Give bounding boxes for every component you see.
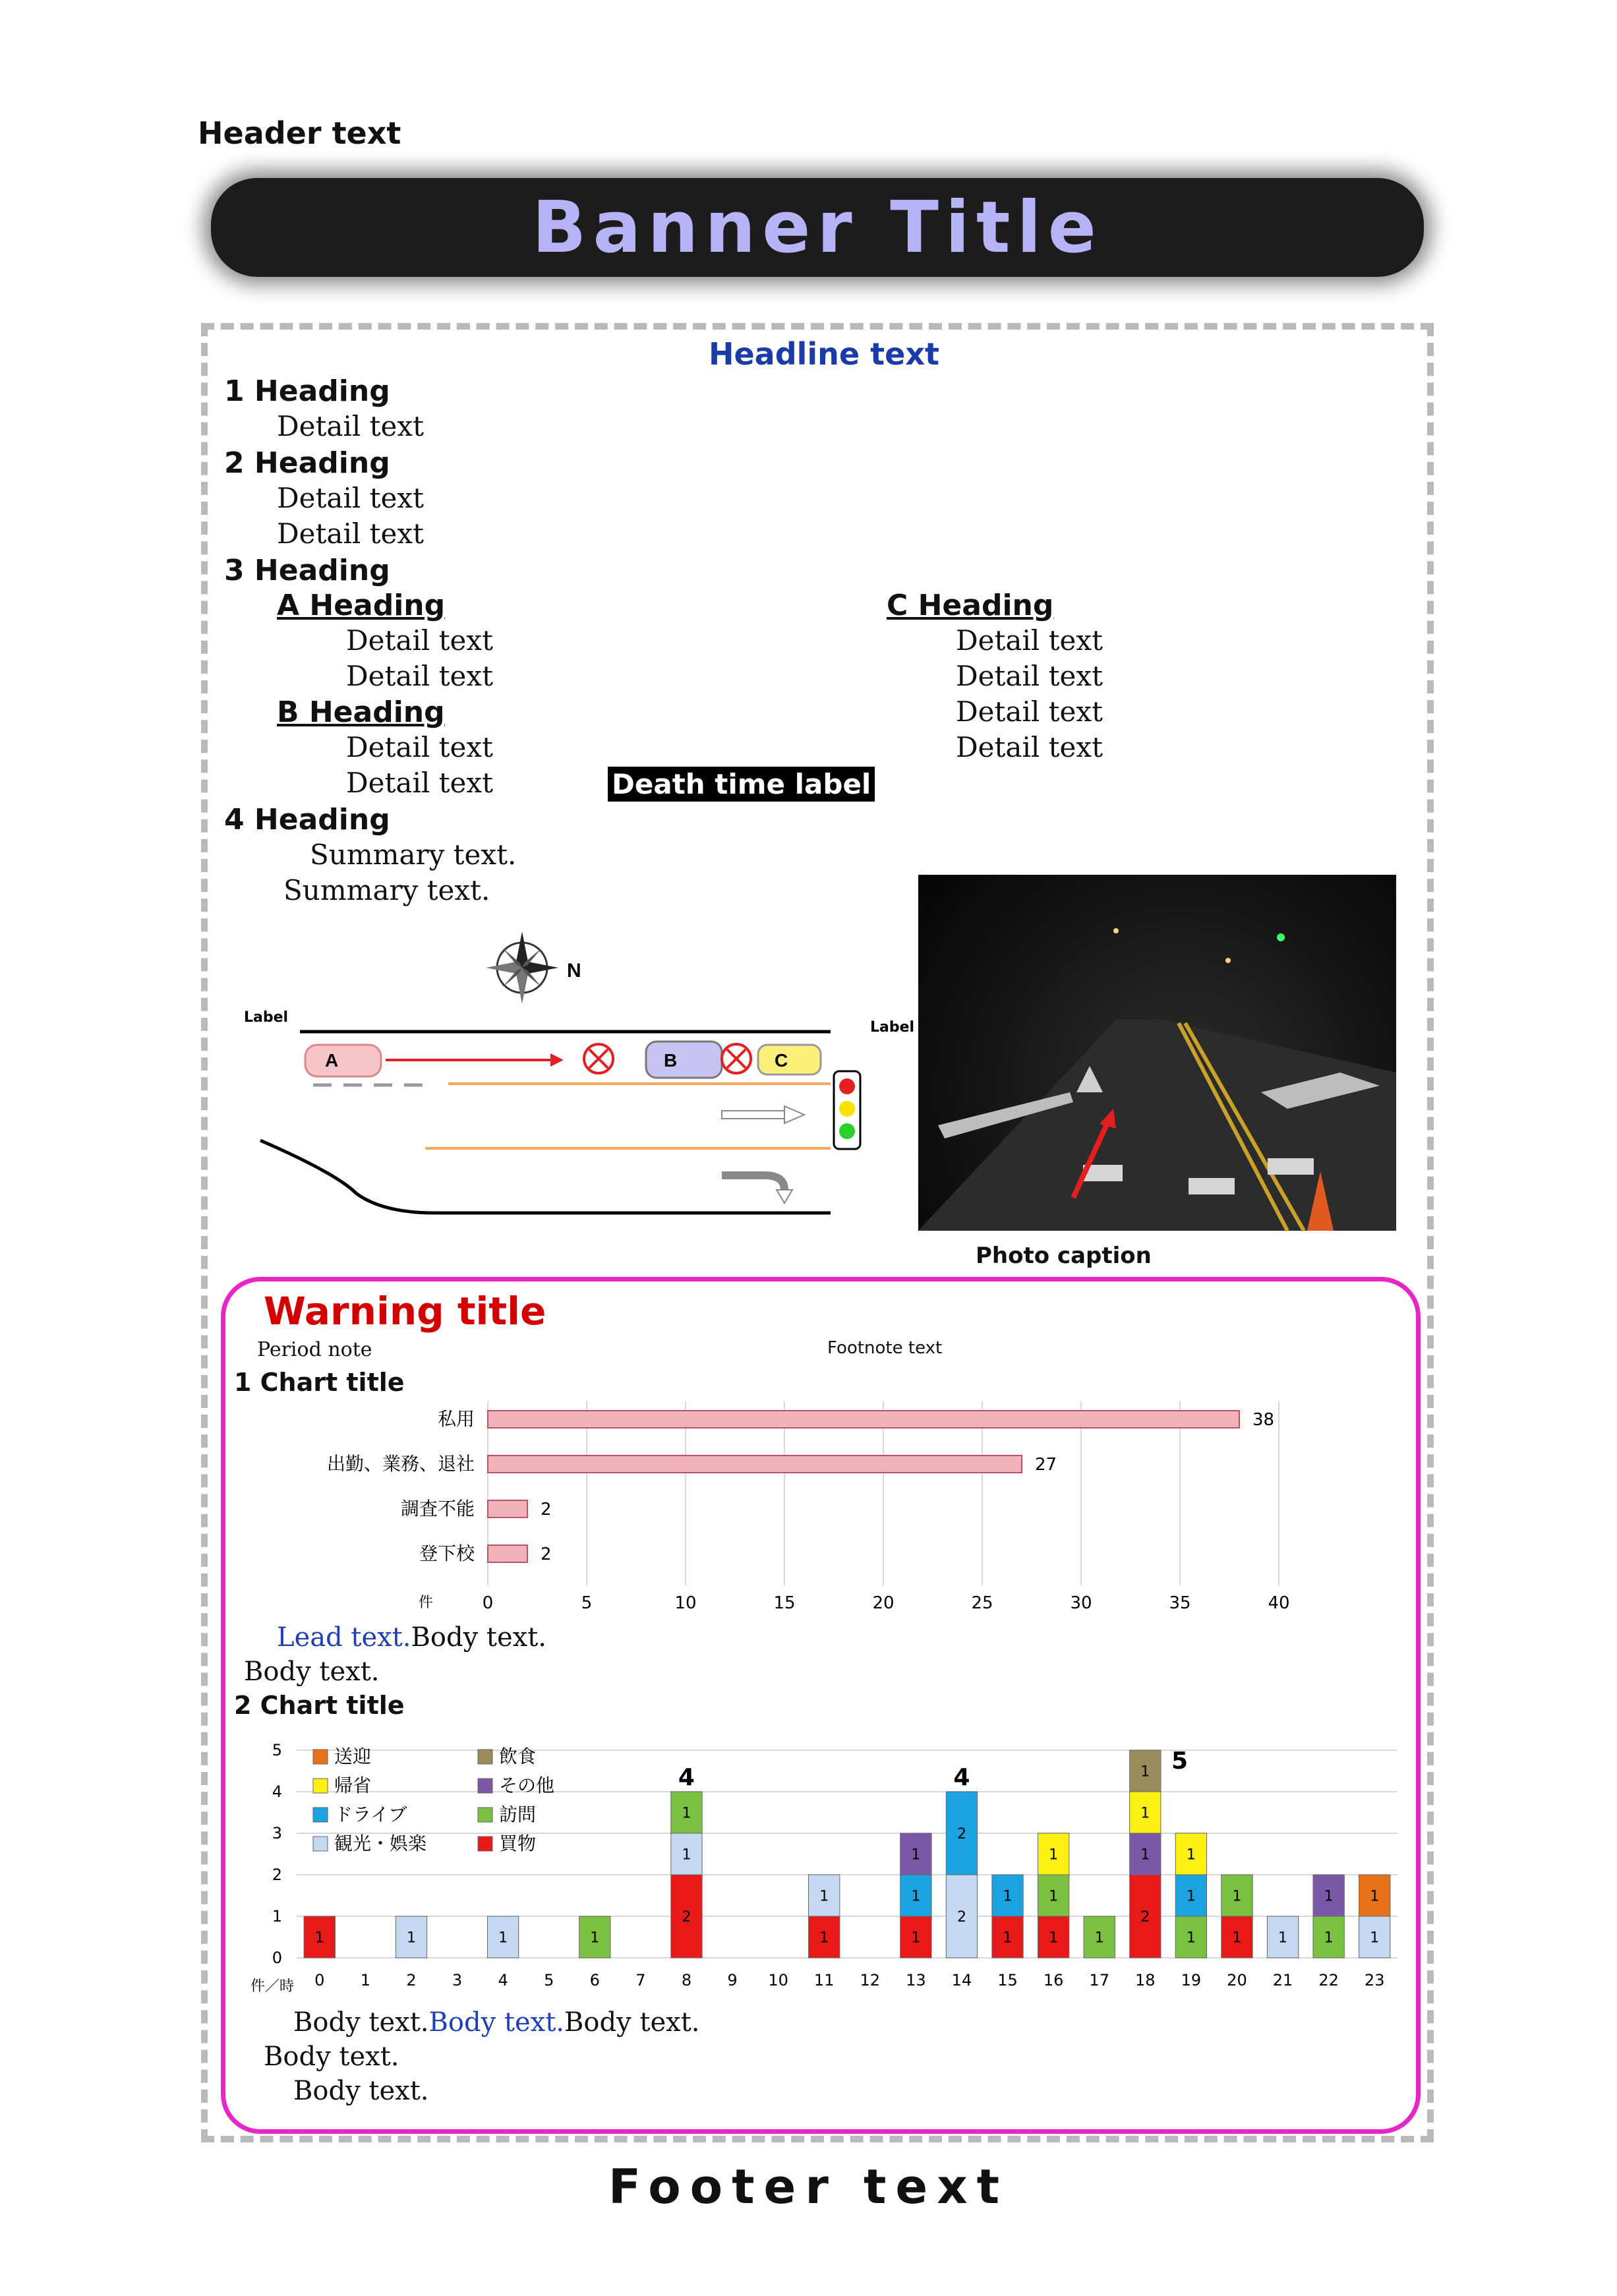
hour-tick-label: 5 [544, 1971, 554, 1989]
party-b-line1: Detail text [346, 731, 493, 763]
total-annotation: 4 [678, 1764, 695, 1791]
section-datetime-heading: 1 Heading [224, 374, 390, 408]
bar [488, 1500, 527, 1517]
chart2-commentary-line1 [293, 2005, 1414, 2040]
bar [488, 1411, 1239, 1428]
segment-label: 1 [682, 1846, 691, 1864]
legend-swatch [313, 1750, 328, 1764]
bar [488, 1545, 527, 1562]
death-time-badge: Death time label [608, 767, 875, 802]
hour-tick-label: 13 [906, 1971, 926, 1989]
segment-label: 1 [1049, 1888, 1059, 1905]
chart2-commentary-p1c: Body text. [564, 2007, 700, 2038]
y-tick-label: 0 [272, 1949, 282, 1967]
section-location-heading: 2 Heading [224, 446, 390, 480]
collision-mark-1 [584, 1044, 613, 1073]
segment-label: 1 [1370, 1888, 1380, 1905]
chart2-commentary-line2: Body text. [264, 2042, 399, 2072]
segment-label: 1 [1278, 1929, 1288, 1947]
legend-label: 買物 [499, 1833, 537, 1854]
total-annotation: 5 [1171, 1748, 1189, 1775]
travel-arrow-head [550, 1053, 564, 1067]
accident-diagram [237, 923, 915, 1292]
segment-label: 1 [314, 1929, 324, 1947]
segment-label: 1 [1140, 1763, 1150, 1781]
period-note: Period note [257, 1338, 372, 1361]
total-annotation: 4 [953, 1764, 970, 1791]
segment-label: 1 [1232, 1888, 1242, 1905]
data-label: 2 [541, 1545, 552, 1564]
hour-tick-label: 8 [681, 1971, 692, 1989]
car-c [758, 1045, 821, 1074]
segment-label: 1 [1049, 1846, 1059, 1864]
segment-label: 1 [1370, 1929, 1380, 1947]
legend-swatch [478, 1750, 492, 1764]
hour-tick-label: 1 [360, 1971, 371, 1989]
x-tick-label: 5 [581, 1593, 593, 1613]
datetime-value: Detail text [277, 410, 424, 442]
x-axis-unit: 件 [419, 1595, 434, 1611]
car-c-label: C [775, 1050, 788, 1071]
x-axis-unit: 件／時 [250, 1978, 295, 1995]
x-tick-label: 25 [971, 1593, 993, 1613]
data-label: 27 [1035, 1455, 1057, 1475]
warning-title: Warning title [264, 1289, 546, 1334]
category-label: 出勤、業務、退社 [326, 1453, 475, 1475]
party-a-line1: Detail text [346, 624, 493, 657]
hour-tick-label: 11 [813, 1971, 835, 1989]
party-c-line1: Detail text [956, 624, 1103, 657]
legend-label: 帰省 [334, 1775, 372, 1796]
hourly-stacked-chart [250, 1740, 1404, 1995]
party-b-title: B Heading [277, 695, 445, 729]
header-kicker: Header text [198, 115, 401, 151]
party-a-title: A Heading [277, 589, 446, 622]
location-line2: Detail text [277, 517, 424, 550]
car-b [646, 1042, 722, 1078]
chart1-commentary [277, 1620, 1397, 1655]
category-label: 私用 [437, 1408, 475, 1430]
bar [488, 1456, 1022, 1473]
segment-label: 1 [819, 1888, 829, 1905]
x-tick-label: 10 [674, 1593, 697, 1613]
segment-label: 2 [682, 1909, 691, 1926]
y-tick-label: 3 [272, 1824, 282, 1842]
party-c-line4: Detail text [956, 731, 1103, 763]
hour-tick-label: 9 [727, 1971, 738, 1989]
section-summary-heading: 4 Heading [224, 803, 390, 837]
section-parties-heading: 3 Heading [224, 554, 390, 587]
direction-right-label: Label [870, 1019, 915, 1036]
chart1-commentary-line2: Body text. [244, 1657, 380, 1687]
legend-label: 飲食 [499, 1746, 537, 1767]
summary-line1: Summary text. [310, 839, 517, 871]
car-b-label: B [664, 1050, 678, 1071]
hour-tick-label: 2 [406, 1971, 417, 1989]
party-c-title: C Heading [887, 589, 1054, 622]
hour-tick-label: 16 [1043, 1971, 1064, 1989]
party-c-line3: Detail text [956, 695, 1103, 728]
y-tick-label: 2 [272, 1866, 282, 1884]
hour-tick-label: 23 [1364, 1971, 1385, 1989]
legend-label: 観光・娯楽 [334, 1833, 427, 1854]
category-label: 調査不能 [400, 1498, 475, 1519]
segment-label: 1 [911, 1846, 921, 1864]
segment-label: 1 [590, 1929, 600, 1947]
hour-tick-label: 4 [498, 1971, 508, 1989]
chart1-commentary-rest: Body text. [411, 1622, 546, 1653]
segment-label: 1 [1049, 1929, 1059, 1947]
segment-label: 1 [1094, 1929, 1104, 1947]
legend-swatch [478, 1779, 492, 1793]
scene-photo-drawing [918, 875, 1396, 1231]
x-tick-label: 15 [773, 1593, 796, 1613]
data-label: 2 [541, 1500, 552, 1519]
segment-label: 1 [1003, 1888, 1013, 1905]
segment-label: 1 [1324, 1929, 1334, 1947]
direction-left-label: Label [244, 1009, 289, 1026]
footnote: Footnote text [827, 1338, 943, 1358]
straight-arrow-marking [722, 1106, 804, 1123]
traffic-signal-icon [834, 1071, 860, 1149]
segment-label: 1 [819, 1929, 829, 1947]
category-label: 登下校 [419, 1543, 475, 1564]
legend-swatch [478, 1837, 492, 1851]
segment-label: 1 [1186, 1929, 1196, 1947]
segment-label: 2 [956, 1909, 966, 1926]
party-b-line2: Detail text [346, 767, 493, 799]
segment-label: 1 [1003, 1929, 1013, 1947]
footer-issuer: Footer text [608, 2159, 1009, 2214]
hour-tick-label: 20 [1227, 1971, 1247, 1989]
chart2-commentary-p1b: Body text. [428, 2007, 564, 2038]
right-turn-arrow-marking [722, 1175, 792, 1203]
data-label: 38 [1252, 1410, 1275, 1430]
legend-swatch [313, 1837, 328, 1851]
purpose-bar-chart [277, 1394, 1305, 1618]
compass-icon [486, 931, 558, 1004]
hour-tick-label: 12 [860, 1971, 881, 1989]
legend-label: ドライブ [334, 1804, 407, 1825]
chart2-commentary-line3: Body text. [293, 2076, 429, 2106]
hour-tick-label: 6 [589, 1971, 600, 1989]
photo-caption: Photo caption [976, 1243, 1152, 1269]
x-tick-label: 0 [482, 1593, 494, 1613]
hour-tick-label: 18 [1135, 1971, 1156, 1989]
legend-swatch [478, 1808, 492, 1822]
segment-label: 2 [956, 1826, 966, 1842]
compass-n-label: N [567, 960, 581, 982]
chart2-commentary-p1a: Body text. [293, 2007, 429, 2038]
segment-label: 1 [1140, 1805, 1150, 1822]
car-a [305, 1045, 381, 1076]
hour-tick-label: 17 [1089, 1971, 1109, 1989]
segment-label: 1 [1232, 1929, 1242, 1947]
collision-mark-2 [722, 1044, 751, 1073]
hour-tick-label: 22 [1318, 1971, 1339, 1989]
segment-label: 1 [911, 1888, 921, 1905]
x-tick-label: 35 [1169, 1593, 1191, 1613]
party-c-line2: Detail text [956, 660, 1103, 692]
legend-label: 送迎 [334, 1746, 372, 1767]
legend-swatch [313, 1779, 328, 1793]
segment-label: 1 [911, 1929, 921, 1947]
summary-line2: Summary text. [283, 874, 490, 906]
hour-tick-label: 7 [635, 1971, 646, 1989]
hour-tick-label: 15 [997, 1971, 1018, 1989]
segment-label: 1 [1186, 1846, 1196, 1864]
location-line1: Detail text [277, 482, 424, 514]
hour-tick-label: 21 [1272, 1971, 1293, 1989]
banner-title: Banner Title [532, 186, 1103, 269]
title-banner [211, 178, 1424, 277]
y-tick-label: 4 [272, 1782, 282, 1801]
segment-label: 1 [682, 1805, 691, 1822]
segment-label: 1 [1140, 1846, 1150, 1864]
segment-label: 1 [1324, 1888, 1334, 1905]
segment-label: 2 [1140, 1909, 1150, 1926]
scene-photo [918, 875, 1396, 1231]
chart1-title: 1 Chart title [234, 1368, 405, 1397]
chart1-commentary-lead: Lead text. [277, 1622, 411, 1653]
x-tick-label: 30 [1070, 1593, 1092, 1613]
segment-label: 1 [406, 1929, 416, 1947]
car-a-label: A [325, 1050, 339, 1071]
hour-tick-label: 10 [768, 1971, 788, 1989]
legend-swatch [313, 1808, 328, 1822]
hour-tick-label: 14 [951, 1971, 972, 1989]
segment-label: 1 [498, 1929, 508, 1947]
segment-label: 1 [1186, 1888, 1196, 1905]
hour-tick-label: 19 [1181, 1971, 1202, 1989]
y-tick-label: 5 [272, 1741, 282, 1759]
legend-label: 訪問 [499, 1804, 537, 1825]
x-tick-label: 40 [1268, 1593, 1290, 1613]
y-tick-label: 1 [272, 1907, 282, 1926]
chart2-title: 2 Chart title [234, 1691, 405, 1720]
x-tick-label: 20 [872, 1593, 895, 1613]
party-a-line2: Detail text [346, 660, 493, 692]
hour-tick-label: 3 [452, 1971, 463, 1989]
headline: Headline text [708, 336, 939, 372]
hour-tick-label: 0 [314, 1971, 325, 1989]
legend-label: その他 [499, 1775, 555, 1796]
